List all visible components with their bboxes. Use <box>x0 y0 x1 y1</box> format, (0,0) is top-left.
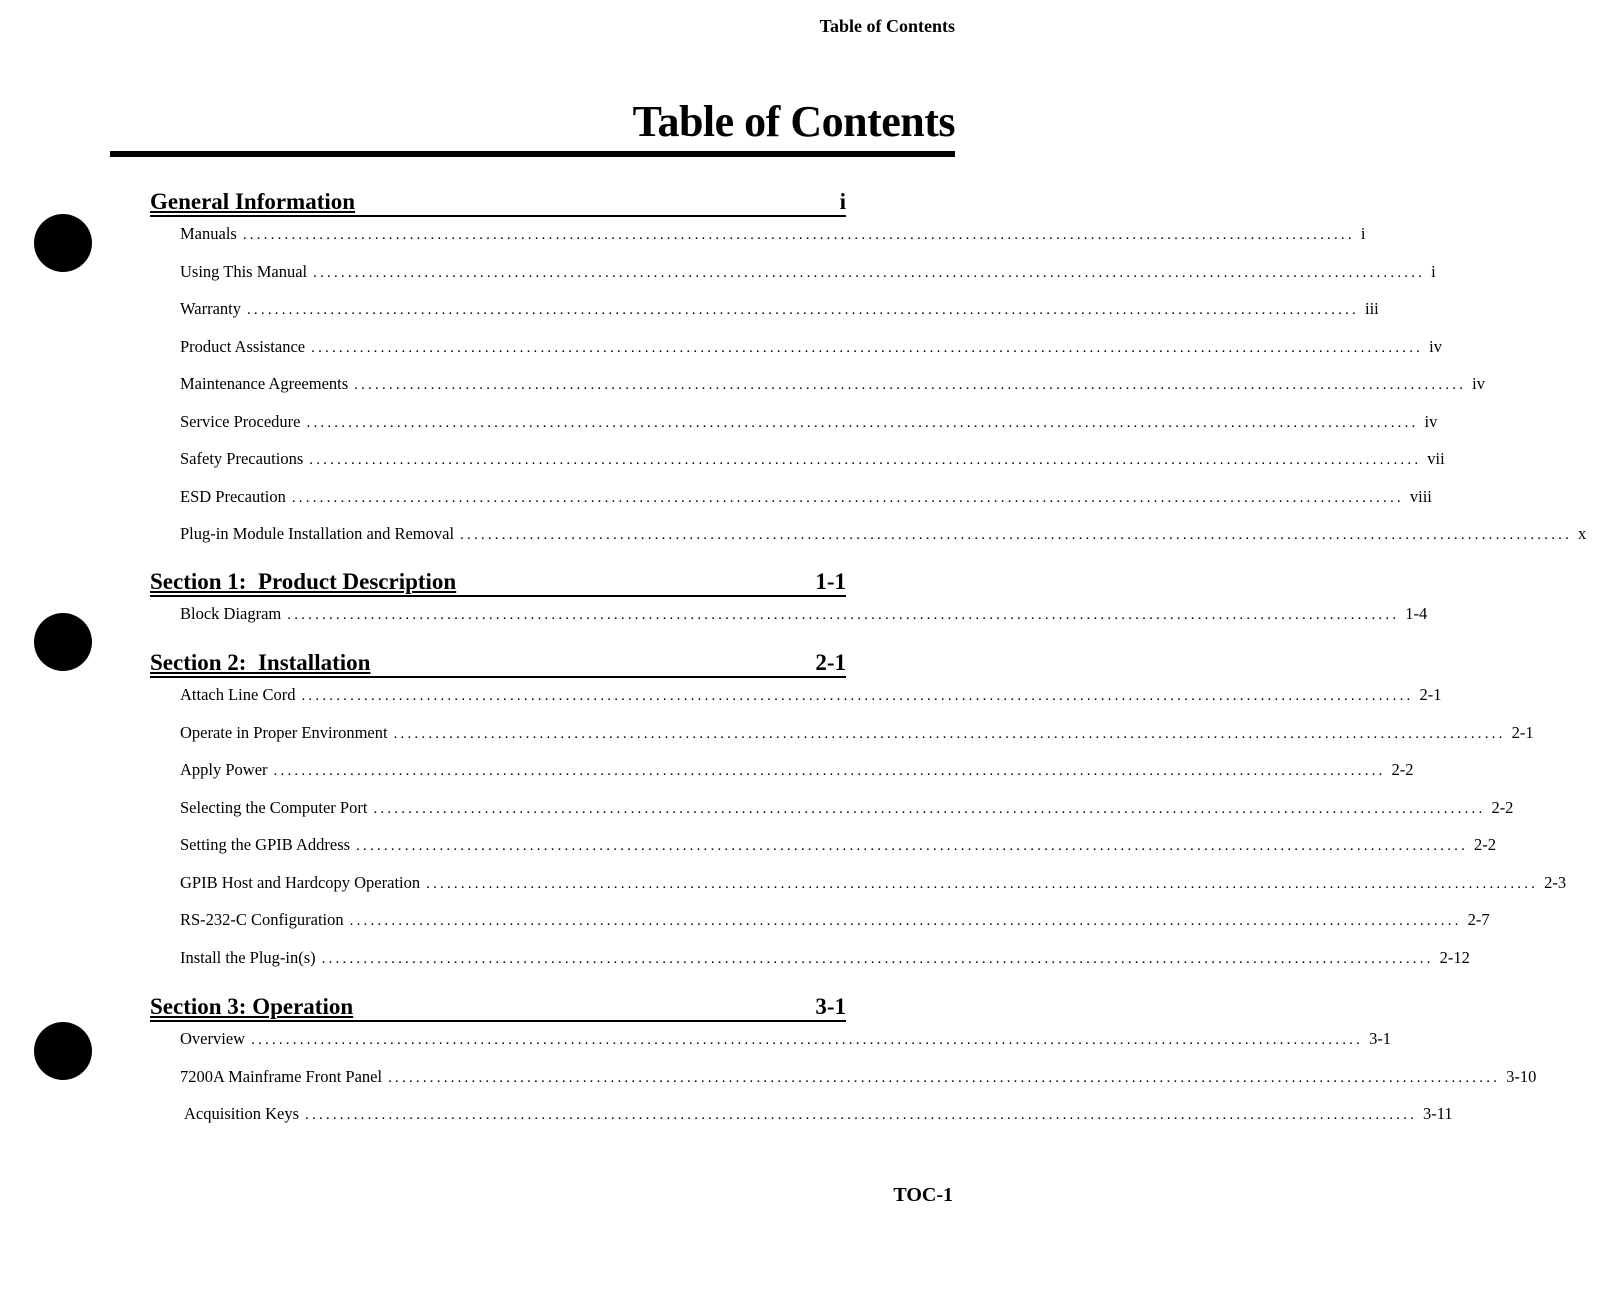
entry-page-number: 2-12 <box>1439 947 1470 967</box>
toc-entry[interactable] <box>180 683 1442 721</box>
toc-entry[interactable] <box>180 222 1366 260</box>
punch-hole-top <box>34 214 92 272</box>
entry-label: Service Procedure <box>180 411 301 431</box>
dot-leader: ................................................................................................................................................................ <box>246 302 1359 318</box>
entry-label: Maintenance Agreements <box>180 374 349 393</box>
entry-label: 7200A Mainframe Front Panel <box>180 1066 383 1086</box>
page-title: Table of Contents <box>632 97 955 146</box>
entry-page-number: iv <box>1429 336 1442 356</box>
entry-label: GPIB Host and Hardcopy Operation <box>180 872 421 892</box>
section-heading[interactable] <box>150 649 846 678</box>
toc-section-installation <box>150 649 1567 983</box>
dot-leader: ................................................................................................................................................................ <box>426 875 1539 892</box>
running-header: Table of Contents <box>819 16 955 36</box>
dot-leader: ................................................................................................................................................................ <box>291 489 1404 506</box>
section-heading[interactable] <box>150 993 846 1022</box>
toc-entry[interactable] <box>180 335 1442 373</box>
toc <box>150 188 1587 1140</box>
title-rule <box>110 151 955 157</box>
toc-entry[interactable] <box>180 1102 1453 1140</box>
toc-entry[interactable] <box>180 796 1514 834</box>
entry-label: Operate in Proper Environment <box>180 722 388 742</box>
toc-entry[interactable] <box>180 372 1485 410</box>
toc-entry[interactable] <box>180 946 1470 984</box>
entry-page-number: 2-2 <box>1491 797 1514 817</box>
dot-leader: ................................................................................................................................................................ <box>306 414 1419 431</box>
entry-label: Install the Plug-in(s) <box>180 947 316 967</box>
dot-leader: ................................................................................................................................................................ <box>393 725 1506 742</box>
toc-section-general-information <box>150 188 1587 560</box>
entry-page-number: 2-3 <box>1544 872 1567 892</box>
dot-leader: ................................................................................................................................................................ <box>287 606 1400 623</box>
toc-entry[interactable] <box>180 758 1414 796</box>
section-title: Section 1: Product Description <box>150 568 457 594</box>
toc-entry[interactable] <box>180 833 1497 871</box>
dot-leader: ................................................................................................................................................................ <box>356 838 1469 854</box>
entry-page-number: iii <box>1364 299 1379 318</box>
punch-hole-bottom <box>34 1022 92 1080</box>
entry-page-number: iv <box>1424 411 1438 431</box>
section-heading[interactable] <box>150 188 846 217</box>
dot-leader: ................................................................................................................................................................ <box>388 1069 1501 1086</box>
dot-leader: ................................................................................................................................................................ <box>354 377 1467 393</box>
entry-label: Product Assistance <box>180 336 306 356</box>
entry-page-number: iv <box>1472 374 1485 393</box>
dot-leader: ................................................................................................................................................................ <box>373 800 1486 817</box>
dot-leader: ................................................................................................................................................................ <box>321 950 1434 967</box>
punch-hole-middle <box>34 613 92 671</box>
entry-page-number: viii <box>1409 486 1432 506</box>
dot-leader: ................................................................................................................................................................ <box>349 913 1462 929</box>
toc-entry[interactable] <box>180 721 1534 759</box>
section-title: Section 2: Installation <box>150 650 371 675</box>
section-title: General Information <box>150 189 356 214</box>
section-page-number: 3-1 <box>815 994 846 1019</box>
toc-entry[interactable] <box>180 485 1432 523</box>
dot-leader: ................................................................................................................................................................ <box>313 264 1426 281</box>
entry-label: Manuals <box>180 224 237 243</box>
entry-page-number: 2-2 <box>1474 835 1497 854</box>
entry-label: Safety Precautions <box>180 449 304 468</box>
dot-leader: ................................................................................................................................................................ <box>460 527 1573 543</box>
entry-page-number: vii <box>1427 449 1445 468</box>
entry-page-number: 2-7 <box>1467 910 1490 929</box>
entry-page-number: 1-4 <box>1405 603 1428 623</box>
section-page-number: 1-1 <box>815 568 846 594</box>
entry-page-number: i <box>1431 261 1436 281</box>
section-title: Section 3: Operation <box>150 994 354 1019</box>
dot-leader: ................................................................................................................................................................ <box>311 339 1424 356</box>
dot-leader: ................................................................................................................................................................ <box>305 1107 1418 1123</box>
entry-label: RS-232-C Configuration <box>180 910 344 929</box>
section-page-number: 2-1 <box>815 650 846 675</box>
toc-section-operation <box>150 993 1537 1140</box>
entry-label: Setting the GPIB Address <box>180 835 351 854</box>
entry-label: Selecting the Computer Port <box>180 797 368 817</box>
entry-label: ESD Precaution <box>180 486 286 506</box>
entry-page-number: x <box>1578 524 1587 543</box>
toc-entry[interactable] <box>180 522 1587 560</box>
dot-leader: ................................................................................................................................................................ <box>251 1032 1364 1048</box>
dot-leader: ................................................................................................................................................................ <box>309 452 1422 468</box>
toc-entry[interactable] <box>180 410 1438 448</box>
page-footer: TOC-1 <box>893 1184 953 1206</box>
entry-label: Using This Manual <box>180 261 308 281</box>
toc-entry[interactable] <box>180 447 1445 485</box>
toc-section-product-description <box>150 568 1428 640</box>
entry-page-number: 2-1 <box>1419 685 1442 704</box>
entry-page-number: 3-1 <box>1369 1029 1392 1048</box>
dot-leader: ................................................................................................................................................................ <box>273 763 1386 779</box>
entry-page-number: 2-1 <box>1511 722 1534 742</box>
entry-page-number: 3-11 <box>1423 1104 1453 1123</box>
entry-page-number: 2-2 <box>1391 760 1414 779</box>
entry-page-number: 3-10 <box>1506 1066 1537 1086</box>
entry-label: Attach Line Cord <box>180 685 296 704</box>
entry-label: Block Diagram <box>180 603 282 623</box>
entry-page-number: i <box>1360 224 1366 243</box>
toc-entry[interactable] <box>180 1065 1537 1103</box>
entry-label: Warranty <box>180 299 241 318</box>
toc-entry[interactable] <box>180 1027 1392 1065</box>
section-page-number: i <box>839 189 846 214</box>
dot-leader: ................................................................................................................................................................ <box>242 227 1355 243</box>
toc-entry[interactable] <box>180 908 1490 946</box>
entry-label: Acquisition Keys <box>184 1104 300 1123</box>
entry-label: Overview <box>180 1029 246 1048</box>
entry-label: Plug-in Module Installation and Removal <box>180 524 455 543</box>
section-heading[interactable] <box>150 568 846 597</box>
toc-entry[interactable] <box>180 602 1428 640</box>
toc-entry[interactable] <box>180 260 1436 298</box>
toc-entry[interactable] <box>180 871 1567 909</box>
dot-leader: ................................................................................................................................................................ <box>301 688 1414 704</box>
toc-entry[interactable] <box>180 297 1379 335</box>
entry-label: Apply Power <box>180 760 268 779</box>
